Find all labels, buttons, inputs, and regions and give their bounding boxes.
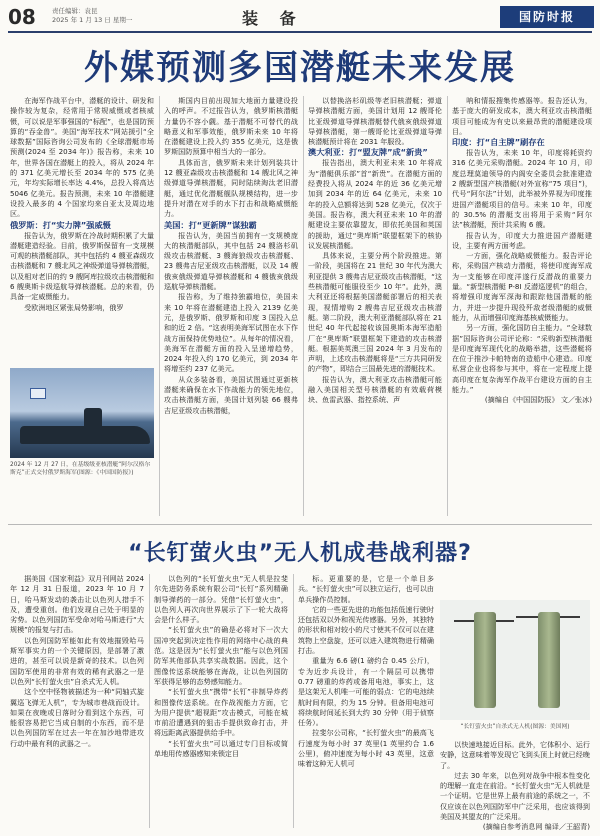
paragraph: 据美国《国家利益》双月刊网站 2024 年 12 月 31 日报道，2023 年 10 月 7 日，哈马斯发动的袭击让以色列人措手不及，遭受重创。他们发现自己处于明显的劣势。以色列国防军受命对哈马斯进行“大规模”的报复与打击。 xyxy=(10,574,144,635)
paragraph: 报告指出，澳大利亚未来 10 年将成为“潜艇俱乐部”首“新贵”。在潜艇方面的经费投入将从 2024 年的近 36 亿美元增加到 2034 年的近 64 亿美元，未来 10 年的投入总额将达到 528 亿美元，仅次于美国。报告称，澳大利亚未来 10 年的潜艇建设主要依靠盟友，即依托美国和英国的援助，通过“奥库斯”联盟框架下的核协议发展核潜艇。 xyxy=(308,158,442,250)
subheading-russia: 俄罗斯：打“实力牌”强威慑 xyxy=(10,219,111,230)
page-header xyxy=(0,0,600,34)
paragraph: 这个空中怪物被描述为一种“同轴式旋翼巡飞弹无人机”，专为城市巷战而设计。如果在夜晚或日落时分看到这个东西，可能很容易把它当成自制的小东西，而不是以色列国防军在过去一年在加沙地带进攻行动中最有利的武器之一。 xyxy=(10,687,144,748)
article1-headline: 外媒预测多国潜艇未来发展 xyxy=(84,48,516,88)
subheading-usa: 美国：打“更新牌”谋独霸 xyxy=(164,219,257,230)
paragraph: “长钉萤火虫”可以通过专门目标或简单地用传感器感知来锁定目 xyxy=(154,738,288,759)
paragraph: 以色列的“长钉萤火虫”无人机是拉斐尔先进防务系统有限公司“长钉”系列精确制导弹药的一部分。凭借“长钉萤火虫”，以色列人再次向世界展示了下一轮大战将会是什么样子。 xyxy=(154,574,288,625)
article2-headline: “长钉萤火虫”无人机成巷战利器? xyxy=(128,541,472,566)
page-number: 08 xyxy=(8,5,36,29)
article1-col4 xyxy=(452,96,592,406)
paragraph: 报告认为，美国当前拥有一支规模庞大的核潜艇部队，其中包括 24 艘洛杉矶级攻击核潜艇、3 艘海狼级攻击核潜艇、23 艘弗吉尼亚级攻击核潜艇，以及 14 艘俄亥俄级弹道导弹核潜艇和 4 艘俄亥俄级巡航导弹核潜艇。 xyxy=(164,230,298,292)
section-name: 装 备 xyxy=(242,9,304,28)
paragraph: 报告认为，印度大力推进国产潜艇建设，主要有两方面考虑。 xyxy=(452,230,592,250)
drone-body xyxy=(538,612,560,708)
article1-byline: (摘编自《中国国防报》 文／张冰) xyxy=(484,395,592,405)
article-separator xyxy=(8,524,592,525)
column-divider xyxy=(159,96,160,516)
paragraph: 以色列国防军能如此有效地摧毁哈马斯军事实力的一个关键原因，是部署了激进的，甚至可以说是新奇的技术。以色列国防军使用的非常有效的稀有武器之一是以色列“长钉萤火虫”自杀式无人机。 xyxy=(10,635,144,686)
article1-col1 xyxy=(10,96,154,313)
article2-col3 xyxy=(298,574,434,770)
article2-byline: (摘编自参考消息网 编译／王韶青) xyxy=(482,822,590,832)
column-divider xyxy=(293,574,294,828)
header-rule xyxy=(8,31,592,33)
photo1-caption: 2024 年 12 月 27 日，在基级级亚核潜艇“阿尔汉格尔斯克”正式交付俄罗斯海军(图源：《中国国防报》) xyxy=(10,462,151,476)
paragraph: 在海军作战平台中，潜艇的设计、研发和操作较为复杂，经常用于常规威慑或者核威慑，可以说是军事强国的“标配”，也是国防预算的“吞金兽”。美国“海军技术”网站援引“全球数据”国际咨询公司发布的《全球潜艇市场预测(2024 至 2034 年)》报告称，未来 10 年，世界各国在潜艇上的投入，将从 2024 年的 371 亿美元增长至 2034 年的 575 亿美元，年均实际增长率达 4.4%，总投入将高达 5046 亿美元。报告预测，未来 10 年潜艇建设投入最多的 4 个国家均来自亚太及周边地区。 xyxy=(10,96,154,219)
paragraph: 报告称，为了维持独霸地位，美国未来 10 年将在潜艇建造上投入 2139 亿美元，是俄罗斯、俄罗斯和印度 3 国投入总和的近 2 倍。“这表明美海军试图在水下作战方面保持优势地位”。从每年的情况看，美海军在潜艇方面的投入呈递增趋势，2024 年投入约 170 亿美元，到 2034 年将增至约 237 亿美元。 xyxy=(164,292,298,374)
submarine-photo xyxy=(10,368,154,458)
paragraph: 以替换洛杉矶级等老旧核潜艇；弹道导弹核潜艇方面，美国计划用 12 艘哥伦比亚级弹道导弹核潜艇替代俄亥俄级弹道导弹核潜艇，第一艘哥伦比亚级弹道导弹核潜艇预计将在 2031 年服役。 xyxy=(308,96,442,147)
column-divider xyxy=(447,96,448,516)
paragraph: 报告认为，未来 10 年，印度将耗资约 316 亿美元采购潜艇。2024 年 10 月，印度总理莫迪领导的内阁安全委员会批准建造 2 艘新型国产核潜艇(对外宣称“75 项目”)，代号“阿尔法”计划，此举被外界视为印度推进国产潜艇项目的信号。未来 10 年，印度的 30.5% 的潜艇支出将用于采购“阿尔法”核潜艇，预计共采购 6 艘。 xyxy=(452,148,592,230)
paragraph: “长钉萤火虫”携带“长钉”非制导炸药和图像传送系统。在作战视能力方面，它为用户提供“超视距”攻击模式，可能在城市前沿遭遇到的狙击手提供致命打击，并将远距离武器提供给手中。 xyxy=(154,687,288,738)
submarine-hull xyxy=(20,426,150,444)
subheading-australia: 澳大利亚：打“盟友牌”成“新贵” xyxy=(308,147,428,158)
article1-col2 xyxy=(164,96,298,416)
paragraph: 过去 30 年来，以色列对战争中根本性变化的理解一直走在前沿。“长钉萤火虫”无人机就是一个证明。它是世界上最有前途的系统之一，不仅应该在以色列国防军中广泛采用，也应该得到美国及其盟友的广泛采用。 xyxy=(440,770,590,822)
paragraph: 具体而言，俄罗斯未来计划列装共计 12 艘亚森级攻击核潜艇和 14 艘北风之神级弹道导弹核潜艇，同时陆续淘汰老旧潜艇，通过优化潜艇舰队规模结构，进一步提升对潜在对手的水下打击和战略威慑能力。 xyxy=(164,157,298,219)
paragraph: 标。更重要的是，它是一个单目多兵。“长钉萤火虫”可以独立运行，也可以由单兵操作员控制。 xyxy=(298,574,434,604)
paragraph: 重量为 6.6 磅(1 磅约合 0.45 公斤)，专为近步兵设计，有一个隔层可以携带 0.77 磅重的炸药或备用电池，事实上，这是这架无人机唯一可能的弱点：它的电池续航时间有限，约为 15 分钟。但备用电池可将续航时间延长到大约 30 分钟（用于侦察任务）。 xyxy=(298,656,434,728)
paragraph: 受欧洲地区紧张局势影响，俄罗 xyxy=(24,302,124,312)
column-divider xyxy=(303,96,304,516)
drone-photo xyxy=(440,600,590,720)
editor-credit: 责任编辑：袁昆 xyxy=(52,7,98,15)
article2-col4 xyxy=(440,740,590,833)
subheading-india: 印度：打“自主牌”刷存在 xyxy=(452,137,545,148)
issue-date: 2025 年 1 月 13 日 星期一 xyxy=(52,16,133,24)
drone-body xyxy=(474,612,496,708)
column-divider xyxy=(149,574,150,828)
paragraph: 具体来说，主要分两个阶段推进。第一阶段，美国将在 21 世纪 30 年代为澳大利亚提供 3 艘弗吉尼亚级攻击核潜艇，“这些核潜艇可能服役至少 10 年”。此外，澳大利亚还将根据美国潜艇部署后的相关表现，视情增购 2 艘弗吉尼亚级攻击核潜艇。第二阶段，澳大利亚潜艇部队将在 21 世纪 40 年代起接收该国奥斯本海军造船厂在“奥库斯”联盟框架下建造的攻击核潜艇。根据美英澳三国 2024 年 3 月发布的声明，上述攻击核潜艇将是“三方共同研发的产物”，即结合三国最先进的潜艇技术。 xyxy=(308,251,442,374)
paragraph: “长钉萤火虫”的确是必将对下一次大国冲突起到决定性作用的网络中心战的典范。这是因为“长钉萤火虫”能与以色列国防军其他部队共享实战数据。因此，这个图像传送系统能够在海战，让以色列国防军获得足够的态势感知能力。 xyxy=(154,625,288,686)
paragraph: 从众多装备看，美国试图通过更新核潜艇来确保在水下作战能力的领先地位，攻击核潜艇方面，美国计划列装 66 艘弗吉尼亚级攻击核潜艇， xyxy=(164,374,298,415)
paragraph: 以快速地接近目标。此外，它体积小、运行安静，这意味着等发现它飞到头顶上时就已经晚了。 xyxy=(440,740,590,770)
article2-col2 xyxy=(154,574,288,759)
article2-col1 xyxy=(10,574,144,749)
masthead-text: 国防时报 xyxy=(518,10,575,24)
paragraph: 一方面，强化战略威慑能力。报告评论称，采购国产核动力潜艇，将使印度海军成为一支能够在印度洋遂行反潜战的重要力量。“新型核潜艇 P-8I 反潜巡逻机”的组合，将增强印度海军深海和跟踪他国潜艇的能力，并进一步提升现役歼敌者级潜艇的威慑能力，从而增强印度海基核威慑能力。 xyxy=(452,251,592,322)
paragraph: 它的一些更先进的功能包括低速行驶时还包括双以外和视光传感器。另外，其独特的形状和相对较小的尺寸使其不仅可以在建筑物上空盘旋，还可以进入建筑物进行精确打击。 xyxy=(298,604,434,656)
article1-col3 xyxy=(308,96,442,406)
flag-icon xyxy=(30,388,46,399)
masthead-logo xyxy=(500,6,594,28)
paragraph: 报告认为，俄罗斯在冷战时期积累了大量潜艇建造经验。目前，俄罗斯保留有一支规模可观的核潜艇部队，其中包括约 4 艘亚森级攻击核潜艇和 7 艘北风之神级弹道导弹核潜艇，以及相对老旧的约 9 艘阿库拉级攻击核潜艇和 6 艘奥斯卡级巡航导弹核潜艇。总的来看，仍具备一定威慑能力。 xyxy=(10,230,154,302)
photo2-caption: “长钉萤火虫”自杀式无人机(图源：美国网) xyxy=(460,724,570,730)
paragraph: 呐和情报搜集传感器等。报告还认为，基于庞大的研发成本，澳大利亚攻击核潜艇项目可能成为有史以来最昂贵的潜艇建设项目。 xyxy=(452,96,592,136)
paragraph: 拉斐尔公司称，“长钉萤火虫”的最高飞行速度为每小时 37 英里(1 英里约合 1.6 公里)，俯冲速度为每小时 43 英里，这意味着这种无人机可 xyxy=(298,728,434,769)
paragraph: 另一方面，强化国防自主能力。“全球数据”国际咨询公司评论称：“采购新型核潜艇是印度海军现代化的战略举措，这些潜艇将在位于推沙卡帕特南的造船中心建造。印度私营企业也将参与其中，将在一定程度上提高印度在复杂海军作战平台建设方面的自主能力。” xyxy=(452,323,592,395)
paragraph: 斯国内目前出现加大地面力量建设投入的呼声。不过报告认为，俄罗斯核潜艇力量仍不容小觑。基于潜艇不可替代的战略意义和军事效能，俄罗斯未来 10 年将在潜艇建设上投入约 355 亿美元，这是俄罗斯国防预算中相当大的一部分。 xyxy=(164,96,298,157)
paragraph: 报告认为，澳大利亚攻击核潜艇可能融入美国相关型号核潜艇的有效载荷模块、鱼雷武器、指控系统、声 xyxy=(308,374,442,405)
